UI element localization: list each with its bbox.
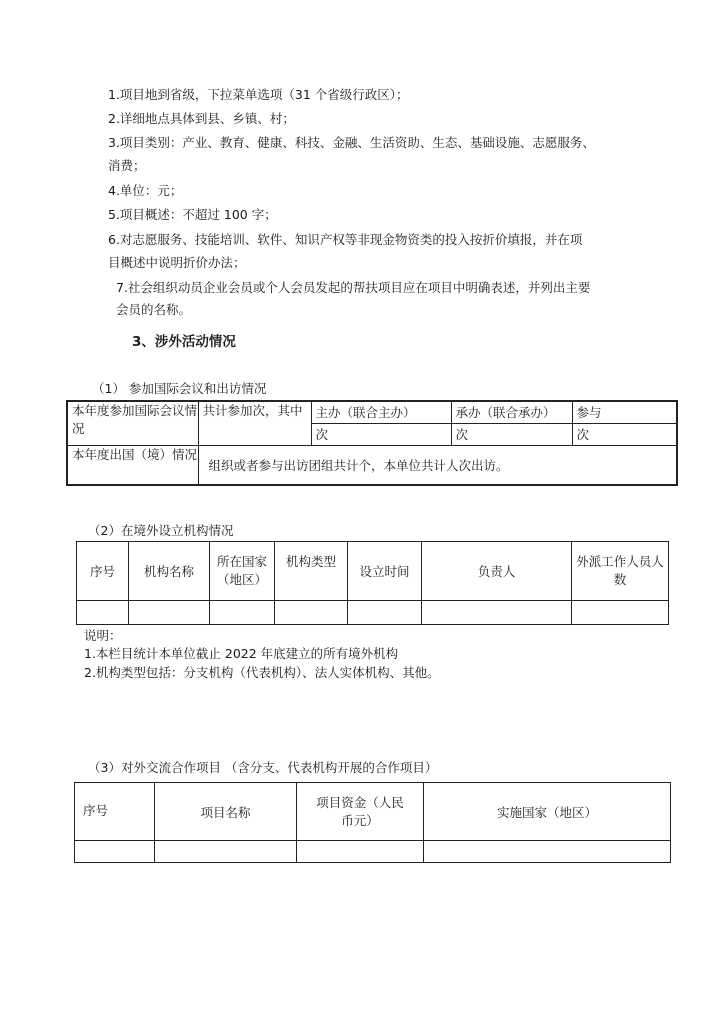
col-header-country: 所在国家（地区） (210, 542, 275, 601)
col-header-implementing-country: 实施国家（地区） (424, 783, 671, 841)
table-cell[interactable] (424, 841, 671, 863)
table-cell[interactable] (422, 601, 572, 625)
total-times-label: 共计参加次，其中 (198, 401, 311, 445)
table-cell[interactable] (210, 601, 275, 625)
table-cell[interactable] (275, 601, 348, 625)
col-header-expat-staff: 外派工作人员人数 (572, 542, 669, 601)
note-2: 2.详细地点具体到县、乡镇、村； (108, 111, 295, 126)
note-7-line-2: 会员的名称。 (116, 302, 192, 317)
section-3-heading: 3、涉外活动情况 (132, 334, 236, 350)
participate-label: 参与 (572, 401, 677, 423)
col-header-established: 设立时间 (348, 542, 422, 601)
note-6-line-2: 目概述中说明折价办法； (108, 255, 246, 270)
note-3-line-2: 消费； (108, 158, 146, 173)
table-cell[interactable] (572, 601, 669, 625)
note-1: 1.项目地到省级，下拉菜单选项（31 个省级行政区）； (108, 87, 409, 102)
table-cell[interactable] (129, 601, 210, 625)
col-header-index: 序号 (77, 542, 129, 601)
visits-row-label: 本年度出国（境）情况 (67, 445, 198, 485)
note-3-line-1: 3.项目类别：产业、教育、健康、科技、金融、生活资助、生态、基础设施、志愿服务、 (108, 135, 595, 150)
note-6-line-1: 6.对志愿服务、技能培训、软件、知识产权等非现金物资类的投入按折价填报，并在项 (108, 232, 583, 247)
col-header-org-type: 机构类型 (275, 542, 348, 601)
subsection-1-title: （1） 参加国际会议和出访情况 (92, 381, 267, 396)
host-times-cell[interactable]: 次 (311, 423, 451, 445)
intl-meetings-table (66, 400, 678, 486)
table-cell[interactable] (75, 841, 155, 863)
subsection-3-title: （3）对外交流合作项目 （含分支、代表机构开展的合作项目） (88, 760, 438, 775)
subsection-2-title: （2）在境外设立机构情况 (88, 523, 234, 538)
table-cell[interactable] (297, 841, 424, 863)
institution-note-2: 2.机构类型包括：分支机构（代表机构）、法人实体机构、其他。 (84, 665, 440, 680)
table-cell[interactable] (348, 601, 422, 625)
institution-note-1: 1.本栏目统计本单位截止 2022 年底建立的所有境外机构 (84, 646, 399, 661)
col-header-project-name: 项目名称 (155, 783, 297, 841)
table-cell[interactable] (155, 841, 297, 863)
note-4: 4.单位：元； (108, 183, 183, 198)
col-header-funding: 项目资金（人民币元） (297, 783, 424, 841)
table-cell[interactable] (77, 601, 129, 625)
cooperation-projects-table (74, 782, 671, 863)
note-7-line-1: 7.社会组织动员企业会员或个人会员发起的帮扶项目应在项目中明确表述，并列出主要 (116, 280, 591, 295)
visits-row-text[interactable]: 组织或者参与出访团组共计个，本单位共计人次出访。 (198, 445, 677, 485)
note-title: 说明： (84, 628, 122, 643)
meetings-row-label: 本年度参加国际会议情况 (67, 401, 198, 445)
col-header-org-name: 机构名称 (129, 542, 210, 601)
cohost-times-cell[interactable]: 次 (451, 423, 572, 445)
col-header-person-in-charge: 负责人 (422, 542, 572, 601)
overseas-institutions-table (76, 541, 669, 625)
col-header-index: 序号 (75, 783, 155, 841)
note-5: 5.项目概述：不超过 100 字； (108, 207, 277, 222)
participate-times-cell[interactable]: 次 (572, 423, 677, 445)
cohost-label: 承办（联合承办） (451, 401, 572, 423)
host-label: 主办（联合主办） (311, 401, 451, 423)
